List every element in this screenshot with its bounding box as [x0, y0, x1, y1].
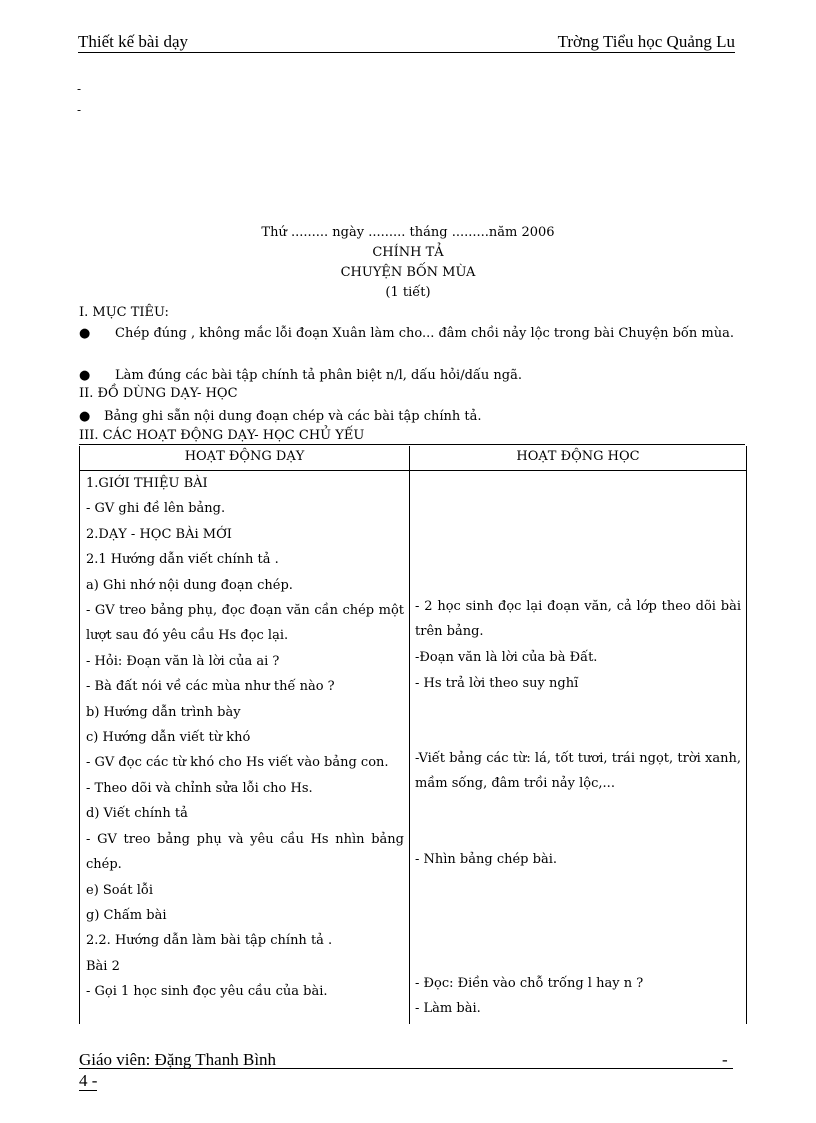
teacher-line: d) Viết chính tả: [86, 806, 188, 822]
teacher-line: 2.DẠY - HỌC BÀi MỚI: [86, 526, 232, 542]
teacher-line: a) Ghi nhớ nội dung đoạn chép.: [86, 577, 293, 593]
student-reply: - Nhìn bảng chép bài.: [415, 852, 557, 867]
column-header-student: HOẠT ĐỘNG HỌC: [516, 449, 640, 464]
student-reply: - Làm bài.: [415, 1001, 481, 1016]
teacher-line: - Bà đất nói về các mùa như thế nào ?: [86, 679, 335, 695]
teacher-line: Bài 2: [86, 958, 120, 974]
footer-teacher: Giáo viên: Đặng Thanh Bình: [79, 1050, 277, 1069]
date-line: Thứ ......... ngày ......... tháng .........năm 2006: [261, 225, 555, 240]
teacher-line: - GV ghi đề lên bảng.: [86, 501, 226, 517]
teacher-line: e) Soát lỗi: [86, 882, 154, 898]
teacher-column: [86, 471, 404, 1005]
activities-heading: III. CÁC HOẠT ĐỘNG DẠY- HỌC CHỦ YẾU: [79, 428, 745, 445]
teacher-line: 2.1 Hướng dẫn viết chính tả .: [86, 552, 279, 568]
stray-dash: -: [77, 82, 82, 96]
material-item: ● Bảng ghi sẵn nội dung đoạn chép và các bài tập chính tả.: [79, 409, 482, 424]
teacher-line: - Gọi 1 học sinh đọc yêu cầu của bài.: [86, 984, 328, 1000]
bullet-icon: ●: [79, 368, 91, 383]
student-reply: -Viết bảng các từ: lá, tốt tươi, trái ngọt, trời xanh, mầm sống, đâm trồi nảy lộc,...: [415, 751, 741, 792]
stray-dash: -: [77, 103, 82, 117]
page-header: [78, 30, 735, 53]
teacher-line: 2.2. Hướng dẫn làm bài tập chính tả .: [86, 933, 333, 949]
subject-title: CHÍNH TẢ: [372, 245, 444, 260]
objective-item: ● Chép đúng , không mắc lỗi đoạn Xuân làm cho... đâm chồi nảy lộc trong bài Chuyện bốn mùa.: [79, 326, 734, 341]
teacher-line: - GV đọc các từ khó cho Hs viết vào bảng con.: [86, 755, 389, 771]
student-reply: -Đoạn văn là lời của bà Đất.: [415, 650, 598, 665]
objective-item: ● Làm đúng các bài tập chính tả phân biệt n/l, dấu hỏi/dấu ngã.: [79, 368, 522, 383]
bullet-icon: ●: [79, 409, 91, 424]
column-header-teacher: HOẠT ĐỘNG DẠY: [184, 449, 305, 464]
materials-heading: II. ĐỒ DÙNG DẠY- HỌC: [79, 386, 238, 401]
teacher-line: 1.GIỚI THIỆU BÀI: [86, 476, 208, 491]
student-reply: - 2 học sinh đọc lại đoạn văn, cả lớp theo dõi bài trên bảng.: [415, 599, 741, 640]
teacher-line: g) Chấm bài: [86, 907, 167, 923]
student-reply: - Đọc: Điền vào chỗ trống l hay n ?: [415, 976, 644, 991]
teacher-line: - GV treo bảng phụ, đọc đoạn văn cần chép một lượt sau đó yêu cầu Hs đọc lại.: [86, 603, 404, 644]
periods: (1 tiết): [385, 285, 431, 300]
teacher-line: b) Hướng dẫn trình bày: [86, 704, 241, 720]
student-reply: - Hs trả lời theo suy nghĩ: [415, 676, 579, 691]
header-right: Trờng Tiểu học Quảng Lu: [557, 32, 735, 51]
activities-table: [79, 446, 747, 1024]
objectives-heading: I. MỤC TIÊU:: [79, 305, 169, 320]
teacher-line: - GV treo bảng phụ và yêu cầu Hs nhìn bảng chép.: [86, 831, 404, 873]
bullet-icon: ●: [79, 326, 91, 341]
lesson-title: CHUYỆN BỐN MÙA: [340, 265, 476, 280]
teacher-line: c) Hướng dẫn viết từ khó: [86, 730, 251, 746]
footer-dash: -: [722, 1050, 728, 1069]
teacher-line: - Theo dõi và chỉnh sửa lỗi cho Hs.: [86, 780, 313, 796]
footer-rule: [79, 1068, 733, 1069]
teacher-line: - Hỏi: Đoạn văn là lời của ai ?: [86, 653, 280, 669]
header-left: Thiết kế bài dạy: [78, 32, 188, 51]
column-divider: [409, 446, 410, 1024]
page-number: 4 -: [79, 1071, 98, 1090]
